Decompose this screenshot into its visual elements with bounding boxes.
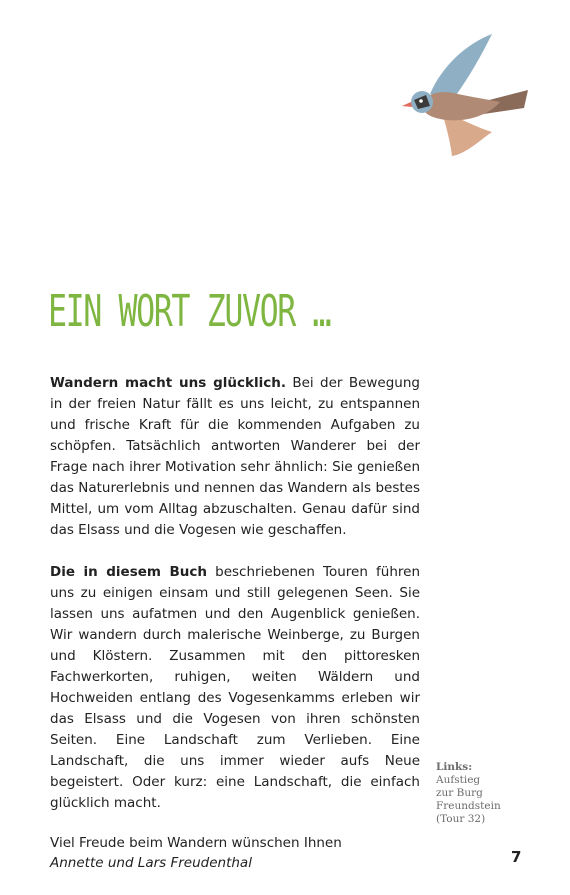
caption-label: Links: xyxy=(436,761,473,773)
page-title: EIN WORT ZUVOR … xyxy=(48,286,331,337)
paragraph-1 xyxy=(50,373,420,541)
bird-beak xyxy=(402,102,412,107)
bird-eye xyxy=(419,99,423,103)
bird-body xyxy=(422,92,500,120)
photo-caption xyxy=(436,761,536,826)
paragraph-1-text: Bei der Bewegung in der freien Natur fällt es uns leicht, zu entspannen und frische Kraft für die kommenden Aufgaben zu schöpfen. Tatsächlich antworten Wanderer bei der Frage nach ihrer Motivation sehr ähnlich: Sie genießen das Naturerlebnis und nennen das Wandern als bestes Mittel, um vom Alltag abzuschalten. Genau dafür sind das Elsass und die Vogesen wie geschaffen. xyxy=(50,375,420,538)
bird-upper-wing xyxy=(430,34,492,98)
text-body xyxy=(50,373,420,873)
caption-line: zur Burg xyxy=(436,787,483,799)
closing-line: Viel Freude beim Wandern wünschen Ihnen xyxy=(50,835,342,851)
closing-block xyxy=(50,833,420,873)
caption-line: (Tour 32) xyxy=(436,813,486,825)
bird-illustration xyxy=(400,32,530,157)
paragraph-1-lead: Wandern macht uns glücklich. xyxy=(50,375,286,391)
paragraph-2 xyxy=(50,562,420,814)
page-number: 7 xyxy=(511,848,522,866)
paragraph-2-lead: Die in diesem Buch xyxy=(50,564,208,580)
caption-line: Freundstein xyxy=(436,800,501,812)
signature: Annette und Lars Freudenthal xyxy=(50,855,252,871)
caption-line: Aufstieg xyxy=(436,774,481,786)
paragraph-2-text: beschriebenen Touren führen uns zu einigen einsam und still gelegenen Seen. Sie lassen uns aufatmen und den Augenblick genießen. Wir wandern durch malerische Weinberge, zu Burgen und Klöstern. Zusammen mit den pittoresken Fachwerkorten, ruhigen, weiten Wäldern und Hochweiden entlang des Vogesenkamms erleben wir das Elsass und die Vogesen von ihren schönsten Seiten. Eine Landschaft zum Verlieben. Eine Landschaft, die uns immer wieder aufs Neue begeistert. Oder kurz: eine Landschaft, die einfach glücklich macht. xyxy=(50,564,421,811)
